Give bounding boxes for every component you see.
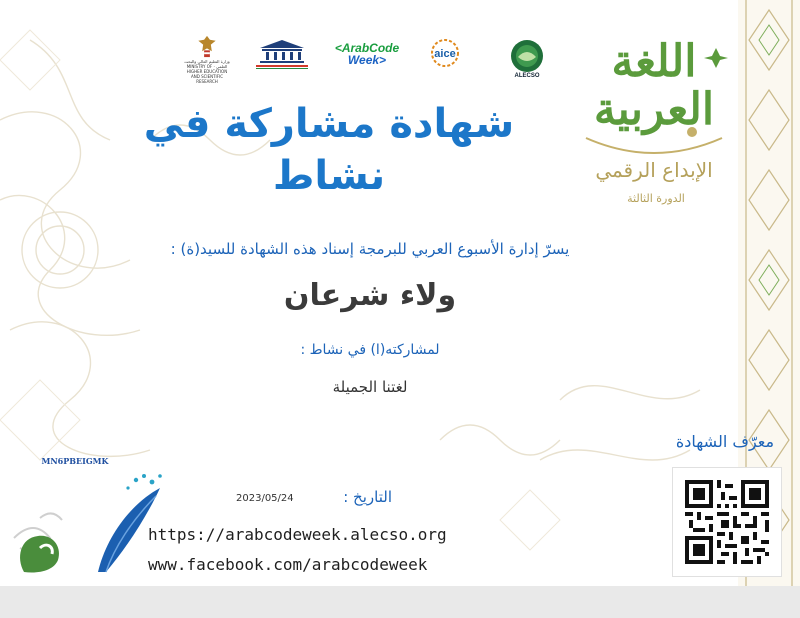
intro-text: يسرّ إدارة الأسبوع العربي للبرمجة إسناد هذه الشهادة للسيد(ة) : bbox=[170, 240, 570, 258]
digital-creativity-text: الإبداع الرقمي bbox=[595, 158, 713, 182]
arabcode-week-logo bbox=[330, 40, 404, 68]
egypt-ministry-caption: وزارة التعليم العالي والبحث العلمي · MINISTRY OF HIGHER EDUCATION AND SCIENTIFIC RESEARCH bbox=[184, 59, 230, 84]
recipient-name: ولاء شرعان bbox=[283, 278, 457, 313]
alecso-emblem-icon bbox=[510, 39, 544, 73]
facebook-link[interactable]: www.facebook.com/arabcodeweek bbox=[148, 555, 428, 574]
arabcode-logo-line2: Week> bbox=[347, 53, 387, 67]
date-row bbox=[236, 488, 392, 512]
qr-code-frame[interactable] bbox=[672, 467, 782, 577]
qr-code-icon[interactable] bbox=[685, 480, 769, 564]
certificate-title: شهادة مشاركة في نشاط bbox=[143, 101, 515, 199]
arabic-language-digital-creativity-logo bbox=[566, 28, 742, 218]
activity-name: لغتنا الجميلة bbox=[332, 378, 408, 396]
edition-text: الدورة الثالثة bbox=[627, 192, 685, 205]
feather-pen-logo bbox=[10, 468, 170, 580]
certificate-serial: MN6PBEIGMK bbox=[41, 456, 109, 466]
aice-logo bbox=[424, 38, 466, 72]
aice-emblem-icon bbox=[424, 38, 466, 72]
date-value: 2023/05/24 bbox=[236, 493, 294, 504]
certificate-id-label: معرّف الشهادة bbox=[675, 432, 775, 451]
eagle-icon bbox=[197, 34, 217, 59]
unesco-logo bbox=[250, 38, 314, 70]
alecso-logo bbox=[502, 36, 552, 82]
date-label: التاريخ : bbox=[343, 488, 392, 506]
website-link[interactable]: https://arabcodeweek.alecso.org bbox=[148, 525, 447, 544]
alecso-caption: ALECSO bbox=[514, 73, 540, 79]
arabcode-logo-line1: <ArabCode bbox=[334, 41, 400, 55]
unesco-temple-icon bbox=[250, 38, 314, 70]
participation-text: لمشاركته(ا) في نشاط : bbox=[300, 342, 440, 358]
aice-text: aice bbox=[434, 48, 456, 60]
egypt-ministry-logo bbox=[182, 34, 232, 84]
bottom-margin bbox=[0, 586, 800, 618]
arabic-language-text: اللغة العربية bbox=[593, 36, 715, 135]
